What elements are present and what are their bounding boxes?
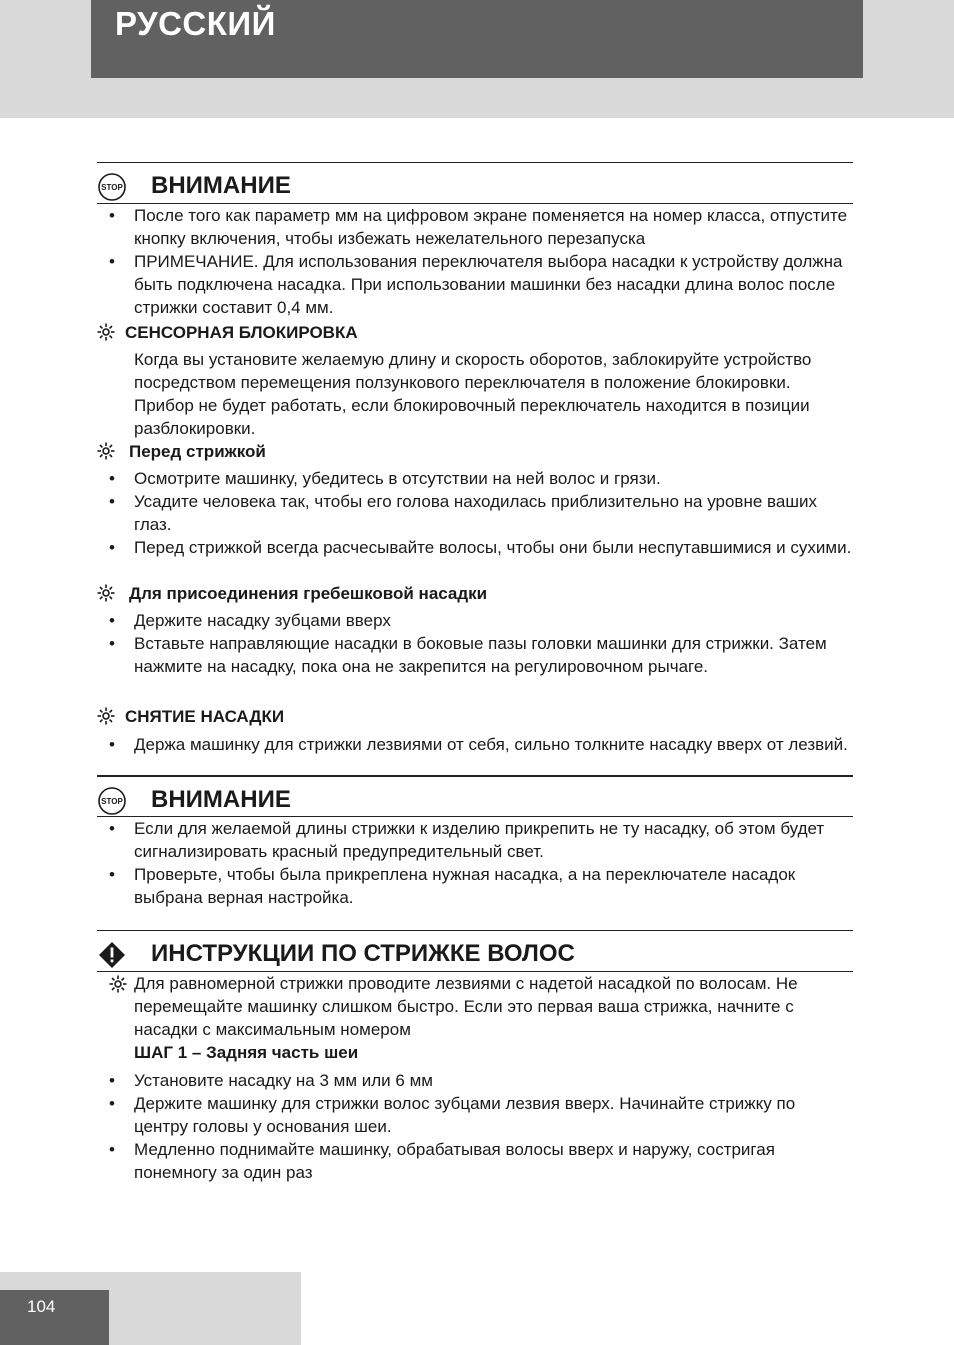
sun-icon bbox=[97, 707, 115, 725]
caution-list-2 bbox=[97, 817, 853, 909]
sun-icon bbox=[97, 584, 115, 602]
instructions-list bbox=[97, 1069, 853, 1184]
list-item: • Держа машинку для стрижки лезвиями от себя, сильно толкните насадку вверх от лезвий. bbox=[109, 735, 848, 754]
sun-icon bbox=[109, 975, 127, 993]
touch-lock-text-1: Когда вы установите желаемую длину и скорость оборотов, заблокируйте устройство посредством перемещения ползункового переключателя в положение блокировки. bbox=[134, 350, 812, 392]
section-title: ИНСТРУКЦИИ ПО СТРИЖКЕ ВОЛОС bbox=[151, 940, 575, 967]
stop-label: STOP bbox=[101, 797, 123, 806]
stop-icon bbox=[98, 173, 126, 201]
section-title: ВНИМАНИЕ bbox=[151, 786, 291, 813]
touch-lock-heading: СЕНСОРНАЯ БЛОКИРОВКА bbox=[97, 321, 853, 344]
list-item: • ПРИМЕЧАНИЕ. Для использования переключателя выбора насадки к устройству должна быть подключена насадка. При использовании машинки без насадки длина волос после стрижки составит 0,4 мм. bbox=[109, 252, 843, 317]
remove-comb-list bbox=[97, 733, 853, 756]
step-title: ШАГ 1 – Задняя часть шеи bbox=[134, 1043, 359, 1062]
instructions-header bbox=[97, 930, 853, 972]
sun-icon bbox=[97, 442, 115, 460]
page-number-box bbox=[0, 1290, 109, 1345]
attach-comb-heading: Для присоединения гребешковой насадки bbox=[97, 582, 853, 605]
caution-header-1 bbox=[97, 162, 853, 204]
page-number: 104 bbox=[27, 1297, 56, 1316]
stop-icon bbox=[98, 787, 126, 815]
list-item: • Медленно поднимайте машинку, обрабатывая волосы вверх и наружу, состригая понемногу за один раз bbox=[109, 1140, 775, 1182]
page-title: РУССКИЙ bbox=[115, 5, 276, 42]
attach-comb-list bbox=[97, 609, 853, 678]
before-cutting-list bbox=[97, 467, 853, 559]
before-cutting-heading: Перед стрижкой bbox=[97, 440, 853, 463]
list-item: • Установите насадку на 3 мм или 6 мм bbox=[109, 1071, 433, 1090]
caution-list-1 bbox=[97, 204, 853, 319]
list-item: • После того как параметр мм на цифровом экране поменяется на номер класса, отпустите кнопку включения, чтобы избежать нежелательного перезапуска bbox=[109, 206, 848, 248]
content bbox=[97, 162, 853, 1184]
caution-header-2 bbox=[97, 775, 853, 817]
warning-icon bbox=[98, 941, 126, 969]
list-item: • Вставьте направляющие насадки в боковые пазы головки машинки для стрижки. Затем нажмите на насадку, пока она не закрепится на регулировочном рычаге. bbox=[109, 634, 827, 676]
list-item: • Усадите человека так, чтобы его голова находилась приблизительно на уровне ваших глаз. bbox=[109, 492, 817, 534]
list-item: • Держите машинку для стрижки волос зубцами лезвия вверх. Начинайте стрижку по центру головы у основания шеи. bbox=[109, 1094, 796, 1136]
list-item: • Если для желаемой длины стрижки к изделию прикрепить не ту насадку, об этом будет сигнализировать красный предупредительный свет. bbox=[109, 819, 825, 861]
sun-icon bbox=[97, 323, 115, 341]
list-item: • Держите насадку зубцами вверх bbox=[109, 611, 391, 630]
section-title: ВНИМАНИЕ bbox=[151, 172, 291, 199]
list-item: • Перед стрижкой всегда расчесывайте волосы, чтобы они были неспутавшимися и сухими. bbox=[109, 538, 852, 557]
stop-label: STOP bbox=[101, 183, 123, 192]
list-item: • Осмотрите машинку, убедитесь в отсутствии на ней волос и грязи. bbox=[109, 469, 661, 488]
touch-lock-text-2: Прибор не будет работать, если блокировочный переключатель находится в позиции разблокировки. bbox=[134, 396, 810, 438]
list-item: • Проверьте, чтобы была прикреплена нужная насадка, а на переключателе насадок выбрана верная настройка. bbox=[109, 865, 796, 907]
remove-comb-heading: СНЯТИЕ НАСАДКИ bbox=[97, 705, 853, 728]
header-bar bbox=[91, 0, 863, 78]
instructions-intro: Для равномерной стрижки проводите лезвиями с надетой насадкой по волосам. Не перемещайте машинку слишком быстро. Если это первая ваша стрижка, начните с насадки с максимальным номером bbox=[97, 972, 853, 1041]
